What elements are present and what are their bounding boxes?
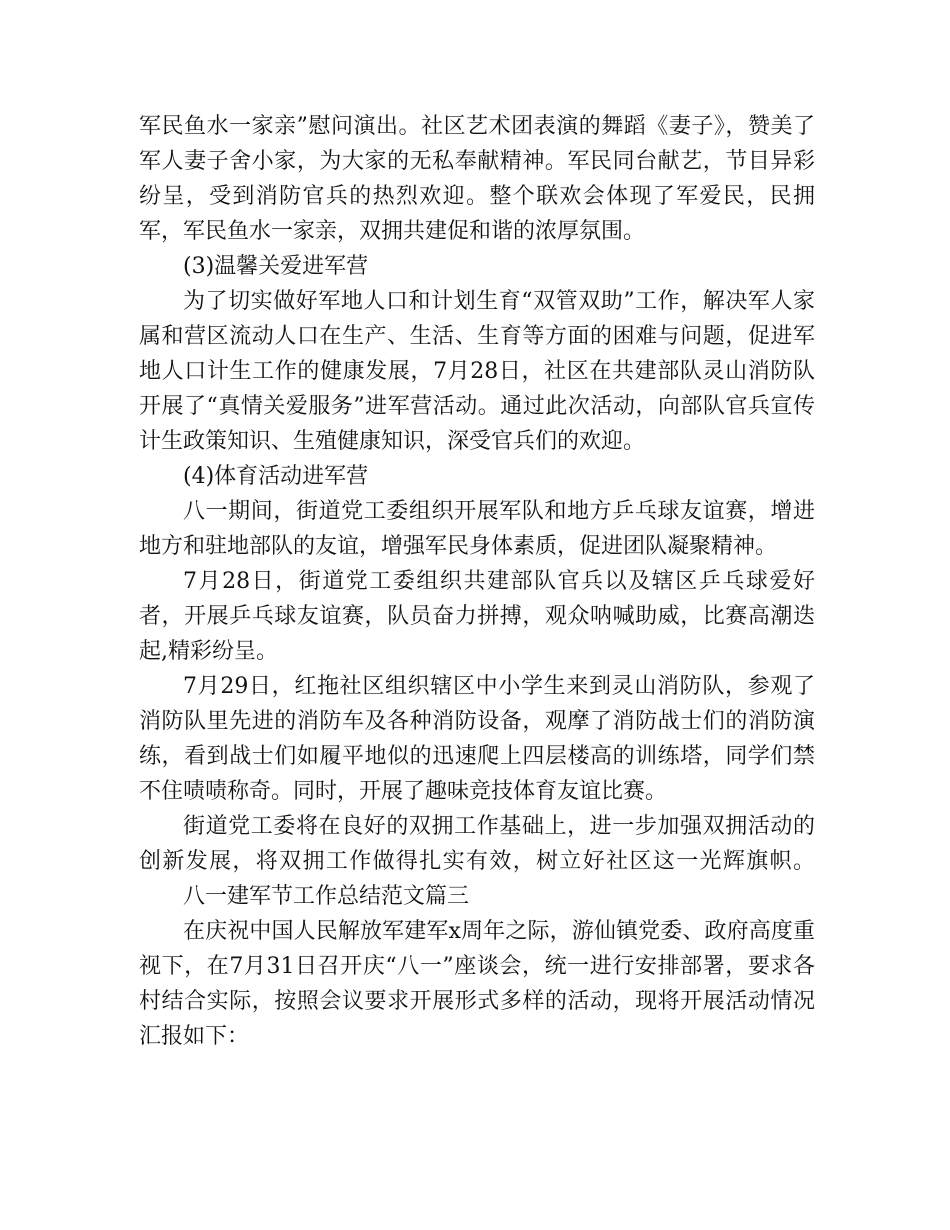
paragraph-fire-visit: 7月29日，红拖社区组织辖区中小学生来到灵山消防队，参观了消防队里先进的消防车及各种消防设备，观摩了消防战士们的消防演练，看到战士们如履平地似的迅速爬上四层楼高的训练塔，同学们禁不住啧啧称奇。同时，开展了趣味竞技体育友谊比赛。: [139, 674, 815, 804]
paragraph-part-three-intro: 在庆祝中国人民解放军建军x周年之际，游仙镇党委、政府高度重视下，在7月31日召开庆“八一”座谈会，统一进行安排部署，要求各村结合实际，按照会议要求开展形式多样的活动，现将开展活动情况汇报如下：: [139, 919, 815, 1049]
paragraph-care: 为了切实做好军地人口和计划生育“双管双助”工作，解决军人家属和营区流动人口在生产、生活、生育等方面的困难与问题，促进军地人口计生工作的健康发展，7月28日，社区在共建部队灵山消防队开展了“真情关爱服务”进军营活动。通过此次活动，向部队官兵宣传计生政策知识、生殖健康知识，深受官兵们的欢迎。: [139, 289, 815, 454]
paragraph-conclusion: [139, 809, 815, 914]
section-title-part-three: 八一建军节工作总结范文篇三: [183, 884, 470, 909]
paragraph-intro: 军民鱼水一家亲”慰问演出。社区艺术团表演的舞蹈《妻子》，赞美了军人妻子舍小家，为大家的无私奉献精神。军民同台献艺，节目异彩纷呈，受到消防官兵的热烈欢迎。整个联欢会体现了军爱民，民拥军，军民鱼水一家亲，双拥共建促和谐的浓厚氛围。: [139, 114, 815, 244]
section-heading-3: (3)温馨关爱进军营: [183, 254, 369, 279]
document-page: [139, 109, 815, 1054]
section-heading-4: (4)体育活动进军营: [183, 464, 369, 489]
conclusion-text: 街道党工委将在良好的双拥工作基础上，进一步加强双拥活动的创新发展，将双拥工作做得扎实有效，树立好社区这一光辉旗帜。: [139, 814, 815, 874]
paragraph-pingpong-match: 7月28日，街道党工委组织共建部队官兵以及辖区乒乓球爱好者，开展乒乓球友谊赛，队员奋力拼搏，观众呐喊助威，比赛高潮迭起,精彩纷呈。: [139, 569, 815, 664]
paragraph-pingpong-intro: 八一期间，街道党工委组织开展军队和地方乒乓球友谊赛，增进地方和驻地部队的友谊，增强军民身体素质，促进团队凝聚精神。: [139, 499, 815, 559]
